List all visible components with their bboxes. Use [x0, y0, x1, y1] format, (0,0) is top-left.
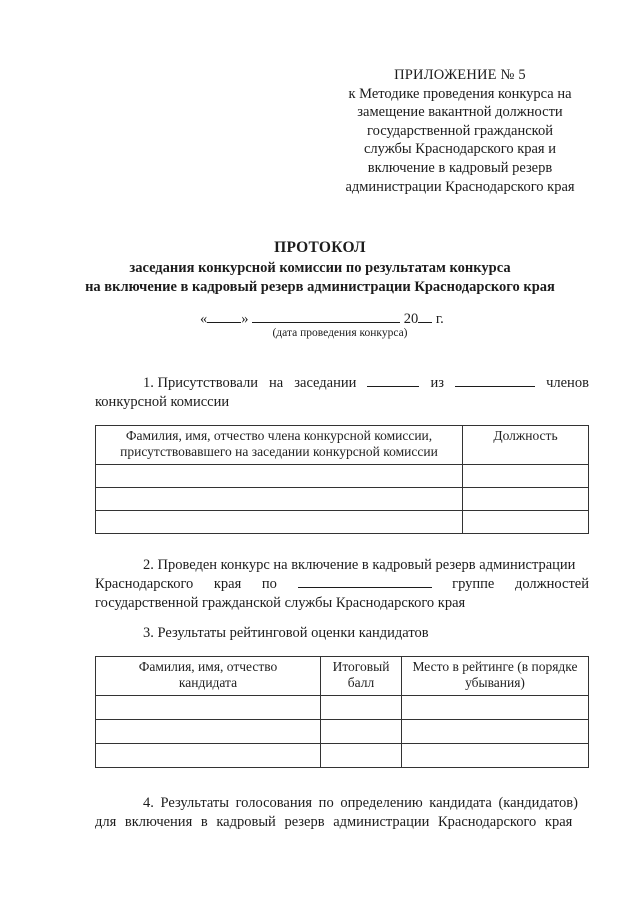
section-4-line1: 4. Результаты голосования по определению кандидата (кандидатов): [143, 795, 578, 811]
column-header-candidate-name: Фамилия, имя, отчество кандидата: [96, 657, 321, 696]
column-header-rating-place: Место в рейтинге (в порядке убывания): [402, 657, 589, 696]
column-header-position: Должность: [463, 426, 589, 465]
appendix-line: к Методике проведения конкурса на: [348, 85, 572, 102]
section-2-line2: [95, 575, 589, 594]
protocol-title-block: [60, 238, 580, 296]
table-cell[interactable]: [463, 511, 589, 534]
protocol-subtitle-line2: на включение в кадровый резерв администрации Краснодарского края: [85, 279, 555, 295]
appendix-heading: ПРИЛОЖЕНИЕ № 5: [394, 67, 526, 83]
year-prefix: 20: [403, 311, 419, 327]
commission-members-table: [95, 425, 589, 534]
section-2-line1: 2. Проведен конкурс на включение в кадровый резерв администрации: [143, 557, 576, 573]
protocol-title: ПРОТОКОЛ: [274, 239, 366, 256]
table-row: [96, 744, 589, 768]
section-1: [95, 374, 589, 412]
table-row: [96, 488, 589, 511]
year-suffix: г.: [435, 311, 444, 327]
table-cell[interactable]: [321, 744, 402, 768]
section-2-word: должностей: [514, 576, 589, 592]
section-2: [95, 556, 589, 613]
section-2-word: группе: [452, 576, 495, 592]
appendix-line: замещение вакантной должности: [357, 104, 563, 121]
section-2-word: по: [261, 576, 277, 592]
appendix-line: администрации Краснодарского края: [345, 178, 575, 195]
table-cell[interactable]: [463, 488, 589, 511]
protocol-subtitle-line1: заседания конкурсной комиссии по результатам конкурса: [129, 260, 511, 276]
table-cell[interactable]: [321, 720, 402, 744]
table-cell[interactable]: [463, 465, 589, 488]
date-line: [200, 310, 480, 328]
table-cell[interactable]: [402, 696, 589, 720]
appendix-line: включение в кадровый резерв: [367, 159, 553, 176]
table-header-row: [96, 426, 589, 465]
table-cell[interactable]: [96, 465, 463, 488]
section-1-line2: конкурсной комиссии: [95, 394, 230, 410]
candidate-rating-table: [95, 656, 589, 768]
table-header-row: [96, 657, 589, 696]
appendix-line: государственной гражданской: [367, 122, 553, 139]
table-cell[interactable]: [96, 720, 321, 744]
table-row: [96, 465, 589, 488]
appendix-line: службы Краснодарского края и: [364, 141, 556, 158]
total-count-blank[interactable]: [455, 374, 535, 387]
date-close-quote: »: [241, 311, 249, 327]
column-header-total-score: Итоговый балл: [321, 657, 402, 696]
section-3-text: 3. Результаты рейтинговой оценки кандидатов: [143, 625, 429, 641]
position-group-blank[interactable]: [298, 575, 432, 588]
table-cell[interactable]: [321, 696, 402, 720]
appendix-block: [330, 66, 590, 196]
month-blank[interactable]: [252, 310, 400, 323]
section-3: [95, 624, 589, 643]
date-caption: (дата проведения конкурса): [272, 327, 408, 339]
present-count-blank[interactable]: [367, 374, 419, 387]
table-cell[interactable]: [96, 744, 321, 768]
section-1-number-text: 1. Присутствовали: [143, 375, 258, 391]
column-header-member-name: Фамилия, имя, отчество члена конкурсной комиссии, присутствовавшего на заседании конкурсной комиссии: [96, 426, 463, 465]
table-cell[interactable]: [402, 744, 589, 768]
year-blank[interactable]: [418, 310, 432, 323]
table-row: [96, 511, 589, 534]
section-1-word: из: [430, 375, 444, 391]
section-2-word: края: [213, 576, 242, 592]
section-2-word: Краснодарского: [95, 576, 194, 592]
section-2-line3: государственной гражданской службы Краснодарского края: [95, 595, 466, 611]
table-cell[interactable]: [96, 696, 321, 720]
date-open-quote: «: [200, 311, 208, 327]
day-blank[interactable]: [207, 310, 241, 323]
table-cell[interactable]: [96, 511, 463, 534]
section-1-word: заседании: [294, 375, 357, 391]
section-4: [95, 794, 589, 832]
table-cell[interactable]: [402, 720, 589, 744]
section-4-line2: для включения в кадровый резерв администрации Краснодарского края: [95, 814, 573, 830]
table-row: [96, 696, 589, 720]
section-1-word: членов: [546, 375, 589, 391]
section-1-word: на: [269, 375, 284, 391]
table-cell[interactable]: [96, 488, 463, 511]
table-row: [96, 720, 589, 744]
